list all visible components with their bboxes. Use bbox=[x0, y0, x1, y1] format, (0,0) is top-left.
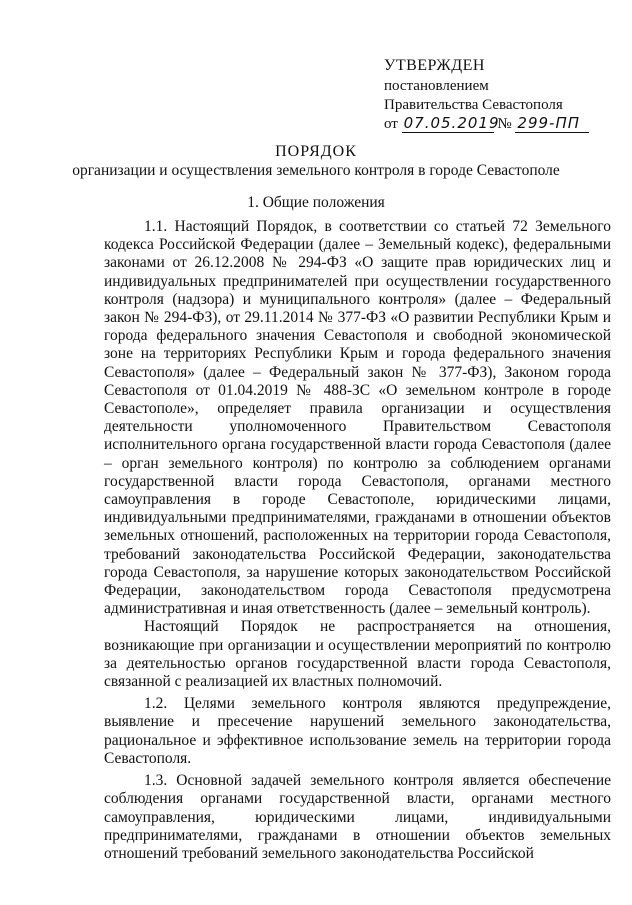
approval-number: 299-ПП bbox=[517, 114, 581, 132]
approval-heading: УТВЕРЖДЕН bbox=[384, 57, 485, 74]
section-heading: 1. Общие положения bbox=[247, 194, 385, 211]
approval-line-1: постановлением bbox=[384, 78, 489, 94]
document-title: ПОРЯДОК bbox=[275, 143, 357, 160]
paragraph-1-3: 1.3. Основной задачей земельного контроля является обеспечение соблюдения органами государственной власти, органами местного самоуправления, юридическими лицами, индивидуальными предпринимателями, гражданами в отношении объектов земельных отношений требований земельного законодательства Российской bbox=[104, 772, 611, 862]
document-subtitle: организации и осуществления земельного контроля в городе Севастополе bbox=[72, 162, 560, 179]
paragraph-1-1: 1.1. Настоящий Порядок, в соответствии со статьей 72 Земельного кодекса Российской Федерации (далее – Земельный кодекс), федеральными законами от 26.12.2008 № 294-ФЗ «О защите прав юридических лиц и индивидуальных предпринимателей при осуществлении государственного контроля (надзора) и муниципального контроля» (далее – Федеральный закон № 294-ФЗ), от 29.11.2014 № 377-ФЗ «О развитии Республики Крым и города федерального значения Севастополя и свободной экономической зоне на территориях Республики Крым и города федерального значения Севастополя» (далее – Федеральный закон № 377-ФЗ), Законом города Севастополя от 01.04.2019 № 488-ЗС «О земельном контроле в городе Севастополе», определяет правила организации и осуществления деятельности уполномоченного Правительством Севастополя исполнительного органа государственной власти города Севастополя (далее – орган земельного контроля) по контролю за соблюдением органами государственной власти города Севастополя, органами местного самоуправления в городе Севастополе, юридическими лицами, индивидуальными предпринимателями, гражданами в отношении объектов земельных отношений, расположенных на территории города Севастополя, требований законодательства Российской Федерации, законодательства города Севастополя, за нарушение которых законодательством Российской Федерации, законодательством города Севастополя предусмотрена административная и иная ответственность (далее – земельный контроль). bbox=[104, 218, 611, 618]
approval-date-field bbox=[402, 114, 500, 133]
number-label: № bbox=[497, 116, 512, 132]
paragraph-1-1-note: Настоящий Порядок не распространяется на отношения, возникающие при организации и осуществлении мероприятий по контролю за деятельностью органов государственной власти города Севастополя, связанной с реализацией их властных полномочий. bbox=[104, 618, 611, 691]
approval-number-field bbox=[515, 115, 589, 133]
from-label: от bbox=[384, 116, 398, 132]
approval-date-line bbox=[384, 115, 614, 134]
paragraph-1-2: 1.2. Целями земельного контроля являются предупреждение, выявление и пресечение нарушений земельного законодательства, рациональное и эффективное использование земель на территории города Севастополя. bbox=[104, 695, 611, 767]
approval-stamp bbox=[384, 56, 614, 134]
approval-line-2: Правительства Севастополя bbox=[384, 97, 563, 113]
document-body bbox=[104, 218, 611, 863]
approval-date: 07.05.2019 bbox=[403, 114, 500, 132]
